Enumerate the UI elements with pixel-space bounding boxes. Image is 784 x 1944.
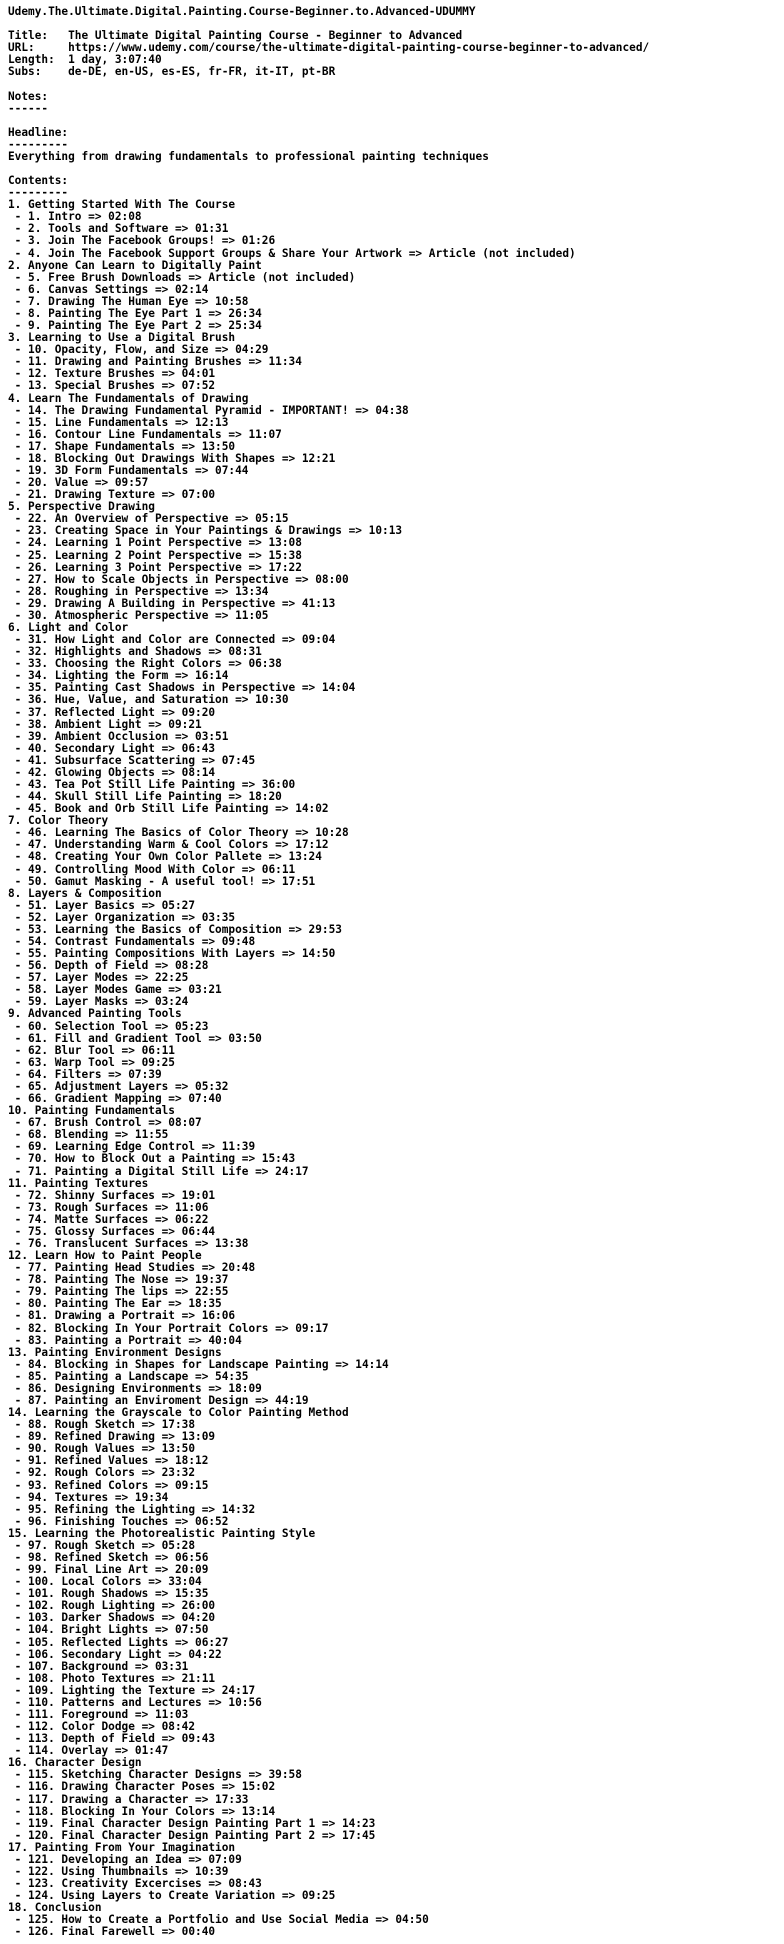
text-line: 2. Anyone Can Learn to Digitally Paint bbox=[8, 259, 262, 272]
text-line: Subs: de-DE, en-US, es-ES, fr-FR, it-IT, pt-BR bbox=[8, 66, 336, 79]
text-line: 8. Layers & Composition bbox=[8, 887, 162, 900]
text-line: 14. Learning the Grayscale to Color Painting Method bbox=[8, 1407, 349, 1420]
text-line: - 79. Painting The lips => 22:55 bbox=[8, 1286, 229, 1299]
text-line: - 16. Contour Line Fundamentals => 11:07 bbox=[8, 428, 282, 441]
text-line: - 94. Textures => 19:34 bbox=[8, 1491, 169, 1504]
text-line: - 32. Highlights and Shadows => 08:31 bbox=[8, 646, 262, 659]
text-line bbox=[8, 115, 778, 127]
text-line: - 50. Gamut Masking - A useful tool! => 17:51 bbox=[8, 875, 316, 888]
text-line: - 119. Final Character Design Painting Part 1 => 14:23 bbox=[8, 1817, 376, 1830]
text-line: - 47. Understanding Warm & Cool Colors => 17:12 bbox=[8, 839, 329, 852]
text-line: - 69. Learning Edge Control => 11:39 bbox=[8, 1141, 256, 1154]
text-line: - 83. Painting a Portrait => 40:04 bbox=[8, 1334, 242, 1347]
text-line bbox=[8, 18, 778, 30]
text-line: - 56. Depth of Field => 08:28 bbox=[8, 960, 209, 973]
text-line: - 34. Lighting the Form => 16:14 bbox=[8, 670, 229, 683]
text-line: - 25. Learning 2 Point Perspective => 15:38 bbox=[8, 549, 302, 562]
text-line: Everything from drawing fundamentals to professional painting techniques bbox=[8, 150, 489, 163]
text-line: 18. Conclusion bbox=[8, 1902, 102, 1915]
text-line: - 78. Painting The Nose => 19:37 bbox=[8, 1274, 229, 1287]
text-line: - 27. How to Scale Objects in Perspective => 08:00 bbox=[8, 573, 349, 586]
text-line: - 7. Drawing The Human Eye => 10:58 bbox=[8, 295, 249, 308]
text-line: - 59. Layer Masks => 03:24 bbox=[8, 996, 189, 1009]
text-line: Title: The Ultimate Digital Painting Course - Beginner to Advanced bbox=[8, 30, 463, 43]
text-line: - 85. Painting a Landscape => 54:35 bbox=[8, 1370, 249, 1383]
text-line: Contents: bbox=[8, 175, 69, 188]
text-line: 9. Advanced Painting Tools bbox=[8, 1008, 182, 1021]
text-line: - 117. Drawing a Character => 17:33 bbox=[8, 1793, 249, 1806]
text-line: - 11. Drawing and Painting Brushes => 11:34 bbox=[8, 356, 302, 369]
text-line: - 93. Refined Colors => 09:15 bbox=[8, 1479, 209, 1492]
text-line: 1. Getting Started With The Course bbox=[8, 199, 236, 212]
text-line: - 90. Rough Values => 13:50 bbox=[8, 1443, 196, 1456]
text-line: - 61. Fill and Gradient Tool => 03:50 bbox=[8, 1032, 262, 1045]
text-line: - 122. Using Thumbnails => 10:39 bbox=[8, 1866, 229, 1879]
text-line: - 64. Filters => 07:39 bbox=[8, 1068, 162, 1081]
text-line: - 35. Painting Cast Shadows in Perspective => 14:04 bbox=[8, 682, 356, 695]
text-line: - 124. Using Layers to Create Variation => 09:25 bbox=[8, 1890, 336, 1903]
text-line: ------ bbox=[8, 102, 49, 115]
text-line: Notes: bbox=[8, 90, 49, 103]
text-line: - 54. Contrast Fundamentals => 09:48 bbox=[8, 936, 256, 949]
text-line: - 91. Refined Values => 18:12 bbox=[8, 1455, 209, 1468]
text-line: - 12. Texture Brushes => 04:01 bbox=[8, 368, 216, 381]
text-line: - 57. Layer Modes => 22:25 bbox=[8, 972, 189, 985]
text-line: - 111. Foreground => 11:03 bbox=[8, 1709, 189, 1722]
text-line: 10. Painting Fundamentals bbox=[8, 1105, 175, 1118]
text-line: - 81. Drawing a Portrait => 16:06 bbox=[8, 1310, 236, 1323]
text-line: - 113. Depth of Field => 09:43 bbox=[8, 1733, 216, 1746]
text-line bbox=[8, 78, 778, 90]
text-line bbox=[8, 163, 778, 175]
text-line: - 29. Drawing A Building in Perspective => 41:13 bbox=[8, 597, 336, 610]
text-line: - 52. Layer Organization => 03:35 bbox=[8, 911, 236, 924]
text-line: - 89. Refined Drawing => 13:09 bbox=[8, 1431, 216, 1444]
text-line: - 62. Blur Tool => 06:11 bbox=[8, 1044, 175, 1057]
text-line: - 105. Reflected Lights => 06:27 bbox=[8, 1636, 229, 1649]
text-line: - 9. Painting The Eye Part 2 => 25:34 bbox=[8, 320, 262, 333]
text-line: - 44. Skull Still Life Painting => 18:20 bbox=[8, 791, 282, 804]
text-line: --------- bbox=[8, 187, 69, 200]
text-line: - 17. Shape Fundamentals => 13:50 bbox=[8, 440, 236, 453]
text-line: - 10. Opacity, Flow, and Size => 04:29 bbox=[8, 344, 269, 357]
text-line: - 49. Controlling Mood With Color => 06:11 bbox=[8, 863, 296, 876]
text-line: - 5. Free Brush Downloads => Article (not included) bbox=[8, 271, 356, 284]
text-line: - 43. Tea Pot Still Life Painting => 36:00 bbox=[8, 779, 296, 791]
text-line: - 101. Rough Shadows => 15:35 bbox=[8, 1588, 209, 1601]
text-line: 11. Painting Textures bbox=[8, 1177, 149, 1190]
text-line: - 53. Learning the Basics of Composition => 29:53 bbox=[8, 923, 342, 936]
text-line: - 45. Book and Orb Still Life Painting => 14:02 bbox=[8, 803, 329, 816]
text-line: 5. Perspective Drawing bbox=[8, 501, 155, 514]
text-line: - 48. Creating Your Own Color Pallete => 13:24 bbox=[8, 851, 322, 864]
text-line: - 14. The Drawing Fundamental Pyramid - IMPORTANT! => 04:38 bbox=[8, 404, 409, 417]
text-line: 13. Painting Environment Designs bbox=[8, 1346, 222, 1359]
text-line: - 76. Translucent Surfaces => 13:38 bbox=[8, 1237, 249, 1250]
text-line: - 18. Blocking Out Drawings With Shapes => 12:21 bbox=[8, 452, 336, 465]
text-line: - 114. Overlay => 01:47 bbox=[8, 1745, 169, 1758]
text-line: - 36. Hue, Value, and Saturation => 10:30 bbox=[8, 694, 289, 707]
text-line: - 63. Warp Tool => 09:25 bbox=[8, 1056, 175, 1069]
text-line: - 116. Drawing Character Poses => 15:02 bbox=[8, 1781, 276, 1794]
text-line: - 23. Creating Space in Your Paintings & Drawings => 10:13 bbox=[8, 525, 403, 538]
text-line: - 28. Roughing in Perspective => 13:34 bbox=[8, 585, 269, 598]
text-line: - 109. Lighting the Texture => 24:17 bbox=[8, 1684, 256, 1697]
text-line: - 3. Join The Facebook Groups! => 01:26 bbox=[8, 235, 276, 248]
text-line: - 72. Shinny Surfaces => 19:01 bbox=[8, 1189, 216, 1202]
text-line: - 107. Background => 03:31 bbox=[8, 1660, 189, 1673]
text-line: - 88. Rough Sketch => 17:38 bbox=[8, 1419, 196, 1432]
text-line: Udemy.The.Ultimate.Digital.Painting.Course-Beginner.to.Advanced-UDUMMY bbox=[8, 6, 476, 18]
text-line: - 20. Value => 09:57 bbox=[8, 477, 149, 490]
text-line: - 103. Darker Shadows => 04:20 bbox=[8, 1612, 216, 1625]
text-line: - 37. Reflected Light => 09:20 bbox=[8, 706, 216, 719]
text-line: - 68. Blending => 11:55 bbox=[8, 1129, 169, 1142]
text-line: - 126. Final Farewell => 00:40 bbox=[8, 1926, 216, 1939]
text-line: - 120. Final Character Design Painting Part 2 => 17:45 bbox=[8, 1829, 376, 1842]
text-line: - 40. Secondary Light => 06:43 bbox=[8, 742, 216, 755]
text-line: - 98. Refined Sketch => 06:56 bbox=[8, 1552, 209, 1564]
text-line: - 112. Color Dodge => 08:42 bbox=[8, 1721, 196, 1734]
text-line: - 4. Join The Facebook Support Groups & Share Your Artwork => Article (not included) bbox=[8, 247, 576, 260]
text-line: 6. Light and Color bbox=[8, 621, 129, 634]
text-line: - 110. Patterns and Lectures => 10:56 bbox=[8, 1696, 262, 1709]
text-line: - 108. Photo Textures => 21:11 bbox=[8, 1672, 216, 1685]
text-line: 15. Learning the Photorealistic Painting Style bbox=[8, 1527, 316, 1540]
text-line: - 51. Layer Basics => 05:27 bbox=[8, 899, 196, 912]
text-document bbox=[8, 6, 778, 1939]
text-line: - 1. Intro => 02:08 bbox=[8, 211, 142, 224]
text-line: - 84. Blocking in Shapes for Landscape Painting => 14:14 bbox=[8, 1358, 389, 1371]
text-line: - 92. Rough Colors => 23:32 bbox=[8, 1467, 196, 1480]
text-line: 7. Color Theory bbox=[8, 815, 109, 828]
text-line: Headline: bbox=[8, 126, 69, 139]
text-line: - 115. Sketching Character Designs => 39:58 bbox=[8, 1769, 302, 1782]
text-line: - 86. Designing Environments => 18:09 bbox=[8, 1382, 262, 1395]
text-line: - 82. Blocking In Your Portrait Colors => 09:17 bbox=[8, 1322, 329, 1335]
text-line: - 8. Painting The Eye Part 1 => 26:34 bbox=[8, 307, 262, 320]
text-line: - 22. An Overview of Perspective => 05:15 bbox=[8, 513, 289, 526]
text-line: 3. Learning to Use a Digital Brush bbox=[8, 332, 236, 345]
text-line: - 73. Rough Surfaces => 11:06 bbox=[8, 1201, 209, 1214]
text-line: - 2. Tools and Software => 01:31 bbox=[8, 223, 229, 236]
text-line: - 66. Gradient Mapping => 07:40 bbox=[8, 1093, 222, 1106]
text-line: - 26. Learning 3 Point Perspective => 17:22 bbox=[8, 561, 302, 574]
text-line: - 102. Rough Lighting => 26:00 bbox=[8, 1600, 216, 1613]
text-line: - 19. 3D Form Fundamentals => 07:44 bbox=[8, 464, 249, 477]
text-line: - 118. Blocking In Your Colors => 13:14 bbox=[8, 1805, 276, 1818]
text-line: - 21. Drawing Texture => 07:00 bbox=[8, 489, 216, 502]
text-line: - 99. Final Line Art => 20:09 bbox=[8, 1564, 209, 1577]
text-line: - 100. Local Colors => 33:04 bbox=[8, 1576, 202, 1589]
text-line: --------- bbox=[8, 138, 69, 151]
text-line: - 67. Brush Control => 08:07 bbox=[8, 1117, 202, 1130]
text-line: - 75. Glossy Surfaces => 06:44 bbox=[8, 1225, 216, 1238]
text-line: - 24. Learning 1 Point Perspective => 13:08 bbox=[8, 537, 302, 550]
text-line: - 46. Learning The Basics of Color Theory => 10:28 bbox=[8, 827, 349, 840]
text-line: - 31. How Light and Color are Connected => 09:04 bbox=[8, 634, 336, 647]
text-line: - 106. Secondary Light => 04:22 bbox=[8, 1648, 222, 1661]
text-line: - 6. Canvas Settings => 02:14 bbox=[8, 283, 209, 296]
text-line: - 104. Bright Lights => 07:50 bbox=[8, 1624, 209, 1637]
text-line: - 70. How to Block Out a Painting => 15:43 bbox=[8, 1153, 296, 1166]
text-line: 4. Learn The Fundamentals of Drawing bbox=[8, 392, 249, 405]
text-line: - 65. Adjustment Layers => 05:32 bbox=[8, 1080, 229, 1093]
text-line: - 38. Ambient Light => 09:21 bbox=[8, 718, 202, 731]
text-line: - 80. Painting The Ear => 18:35 bbox=[8, 1298, 222, 1311]
text-line: - 87. Painting an Enviroment Design => 44:19 bbox=[8, 1394, 309, 1407]
text-line: - 74. Matte Surfaces => 06:22 bbox=[8, 1213, 209, 1226]
text-line: 16. Character Design bbox=[8, 1757, 142, 1770]
text-line: - 39. Ambient Occlusion => 03:51 bbox=[8, 730, 229, 743]
text-line: URL: https://www.udemy.com/course/the-ultimate-digital-painting-course-beginner-to-advanced/ bbox=[8, 42, 650, 55]
text-line: 12. Learn How to Paint People bbox=[8, 1250, 202, 1263]
text-line: 17. Painting From Your Imagination bbox=[8, 1841, 236, 1854]
text-line: - 77. Painting Head Studies => 20:48 bbox=[8, 1262, 256, 1275]
text-line: - 42. Glowing Objects => 08:14 bbox=[8, 766, 216, 779]
text-line: - 95. Refining the Lighting => 14:32 bbox=[8, 1503, 256, 1516]
text-line: - 30. Atmospheric Perspective => 11:05 bbox=[8, 609, 269, 622]
text-line: - 125. How to Create a Portfolio and Use Social Media => 04:50 bbox=[8, 1914, 429, 1927]
text-line: - 55. Painting Compositions With Layers => 14:50 bbox=[8, 948, 336, 961]
text-line: - 71. Painting a Digital Still Life => 24:17 bbox=[8, 1165, 309, 1178]
text-line: - 33. Choosing the Right Colors => 06:38 bbox=[8, 658, 282, 671]
text-line: Length: 1 day, 3:07:40 bbox=[8, 54, 162, 67]
text-line: - 13. Special Brushes => 07:52 bbox=[8, 380, 216, 393]
text-line: - 15. Line Fundamentals => 12:13 bbox=[8, 416, 229, 429]
text-line: - 58. Layer Modes Game => 03:21 bbox=[8, 984, 222, 997]
text-line: - 60. Selection Tool => 05:23 bbox=[8, 1020, 209, 1033]
text-line: - 41. Subsurface Scattering => 07:45 bbox=[8, 754, 256, 767]
text-line: - 123. Creativity Excercises => 08:43 bbox=[8, 1878, 262, 1891]
text-line: - 96. Finishing Touches => 06:52 bbox=[8, 1515, 229, 1528]
text-line: - 97. Rough Sketch => 05:28 bbox=[8, 1539, 196, 1552]
text-line: - 121. Developing an Idea => 07:09 bbox=[8, 1853, 242, 1866]
